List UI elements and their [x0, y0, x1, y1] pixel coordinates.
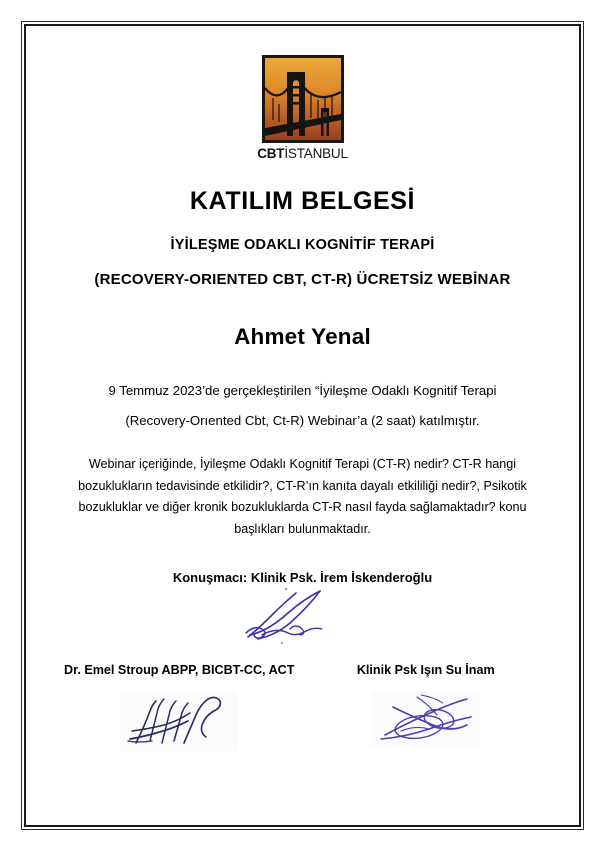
signatory-left-signature: [120, 691, 238, 751]
logo-wordmark: [257, 146, 349, 161]
signatory-right-name: Klinik Psk Işın Su İnam: [356, 663, 495, 677]
signatory-left: [56, 663, 303, 751]
certificate-subtitle-secondary: (RECOVERY-ORIENTED CBT, CT-R) ÜCRETSİZ WEBİNAR: [94, 271, 511, 288]
award-statement-line-1: 9 Temmuz 2023’de gerçekleştirilen “İyileşme Odaklı Kognitif Terapi: [108, 383, 497, 398]
recipient-name: Ahmet Yenal: [234, 324, 371, 349]
award-statement-line-2: (Recovery-Orıented Cbt, Ct-R) Webinar’a (2 saat) katılmıştır.: [125, 413, 480, 428]
certificate-subtitle-primary: İYİLEŞME ODAKLI KOGNİTİF TERAPİ: [170, 237, 435, 253]
signatory-left-name: Dr. Emel Stroup ABPP, BICBT-CC, ACT: [64, 663, 295, 677]
logo-wordmark-light: İSTANBUL: [284, 146, 348, 161]
logo-wordmark-bold: CBT: [257, 146, 285, 161]
page-title: KATILIM BELGESİ: [189, 187, 416, 215]
signatory-row: [26, 663, 579, 751]
speaker-label: Konuşmacı: Klinik Psk. İrem İskenderoğlu: [172, 570, 433, 585]
speaker-signature: [228, 585, 378, 647]
award-statement: [26, 376, 579, 436]
signatory-right: [303, 663, 550, 751]
certificate-body-paragraph: Webinar içeriğinde, İyileşme Odaklı Kognitif Terapi (CT-R) nedir? CT-R hangi bozuklukların tedavisinde etkilidir?, CT-R’ın kanıta dayalı etkililiği nedir?, Psikotik bozukluklar ve diğer kronik bozukluklarda CT-R nasıl fayda sağlamaktadır? konu başlıkları bulunmaktadır.: [78, 457, 527, 536]
certificate-content: [26, 26, 579, 825]
bridge-icon: [265, 58, 341, 140]
logo-frame: [262, 55, 344, 143]
cbt-istanbul-logo: [257, 26, 349, 161]
signatory-right-signature: [371, 691, 481, 747]
